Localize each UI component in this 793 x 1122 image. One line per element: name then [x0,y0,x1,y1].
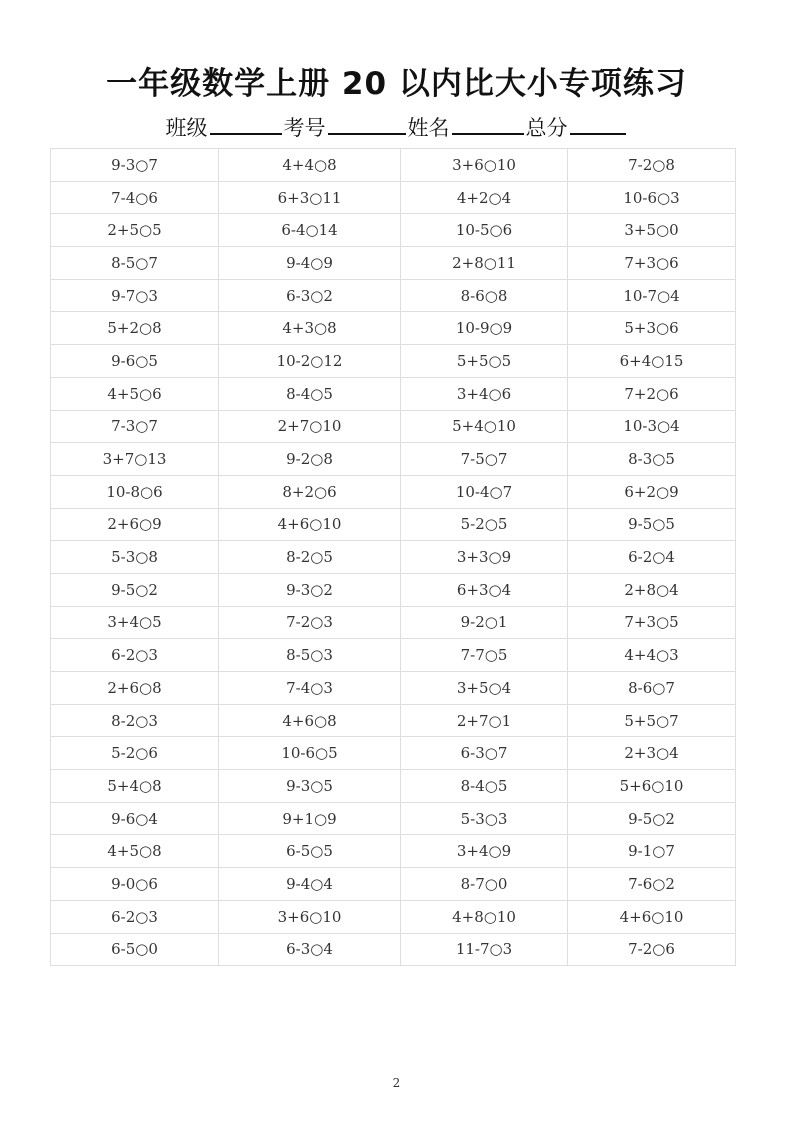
exercise-cell: 6-2○3 [51,639,219,672]
exercise-cell: 9-5○2 [568,802,736,835]
exercise-cell: 5+5○5 [401,345,568,378]
exercise-cell: 3+6○10 [219,900,401,933]
exercise-cell: 3+5○4 [401,672,568,705]
exercise-cell: 4+3○8 [219,312,401,345]
exercise-cell: 8+2○6 [219,475,401,508]
exercise-cell: 2+5○5 [51,214,219,247]
exercise-cell: 7+3○6 [568,247,736,280]
exercise-cell: 2+8○4 [568,573,736,606]
exercise-cell: 9-0○6 [51,868,219,901]
exercise-cell: 8-4○5 [401,770,568,803]
exercise-cell: 6-3○2 [219,279,401,312]
exercise-cell: 2+6○9 [51,508,219,541]
exercise-cell: 2+8○11 [401,247,568,280]
table-row [51,181,736,214]
exercise-cell: 7+3○5 [568,606,736,639]
exercise-cell: 4+6○10 [568,900,736,933]
exercise-table [50,148,736,966]
total-score-label: 总分 [525,116,568,140]
exercise-cell: 5+4○8 [51,770,219,803]
exercise-cell: 5+6○10 [568,770,736,803]
exercise-cell: 7-5○7 [401,443,568,476]
exercise-cell: 7-3○7 [51,410,219,443]
class-blank [210,113,282,135]
exercise-cell: 9-2○1 [401,606,568,639]
exercise-cell: 10-8○6 [51,475,219,508]
table-row [51,247,736,280]
exercise-cell: 3+5○0 [568,214,736,247]
exercise-cell: 4+6○8 [219,704,401,737]
exercise-cell: 9+1○9 [219,802,401,835]
exercise-cell: 5+2○8 [51,312,219,345]
exercise-cell: 7+2○6 [568,377,736,410]
exercise-cell: 6-4○14 [219,214,401,247]
table-row [51,737,736,770]
table-row [51,541,736,574]
exercise-cell: 6-2○4 [568,541,736,574]
exercise-cell: 9-3○2 [219,573,401,606]
exercise-cell: 10-9○9 [401,312,568,345]
exercise-cell: 9-4○4 [219,868,401,901]
exercise-cell: 7-4○6 [51,181,219,214]
exercise-cell: 3+4○5 [51,606,219,639]
exercise-cell: 2+6○8 [51,672,219,705]
name-blank [452,113,524,135]
exercise-cell: 3+6○10 [401,149,568,182]
exercise-cell: 8-3○5 [568,443,736,476]
exam-number-blank [328,113,406,135]
exercise-cell: 9-5○2 [51,573,219,606]
exercise-cell: 6+3○11 [219,181,401,214]
exercise-cell: 6+3○4 [401,573,568,606]
exercise-cell: 2+7○1 [401,704,568,737]
table-row [51,410,736,443]
exercise-cell: 4+6○10 [219,508,401,541]
exercise-cell: 6+4○15 [568,345,736,378]
exercise-cell: 3+3○9 [401,541,568,574]
exercise-cell: 7-2○8 [568,149,736,182]
exercise-cell: 5-2○5 [401,508,568,541]
exercise-cell: 10-6○3 [568,181,736,214]
table-row [51,149,736,182]
exercise-cell: 2+3○4 [568,737,736,770]
exercise-cell: 8-6○8 [401,279,568,312]
total-score-blank [570,113,626,135]
exercise-cell: 10-7○4 [568,279,736,312]
table-row [51,639,736,672]
exercise-cell: 4+4○8 [219,149,401,182]
exercise-cell: 2+7○10 [219,410,401,443]
exercise-cell: 4+5○8 [51,835,219,868]
exercise-cell: 8-6○7 [568,672,736,705]
exercise-cell: 9-4○9 [219,247,401,280]
table-row [51,672,736,705]
name-label: 姓名 [407,116,450,140]
exercise-cell: 8-2○3 [51,704,219,737]
exercise-cell: 8-5○3 [219,639,401,672]
table-row [51,933,736,966]
table-row [51,606,736,639]
exercise-cell: 6-2○3 [51,900,219,933]
table-row [51,345,736,378]
table-row [51,377,736,410]
exercise-cell: 9-3○7 [51,149,219,182]
table-row [51,573,736,606]
exercise-cell: 3+4○6 [401,377,568,410]
exercise-cell: 4+8○10 [401,900,568,933]
exercise-cell: 5+5○7 [568,704,736,737]
exercise-cell: 10-2○12 [219,345,401,378]
exercise-cell: 7-7○5 [401,639,568,672]
table-row [51,868,736,901]
exercise-cell: 4+5○6 [51,377,219,410]
table-row [51,443,736,476]
exercise-cell: 10-6○5 [219,737,401,770]
exercise-cell: 10-5○6 [401,214,568,247]
exercise-cell: 7-6○2 [568,868,736,901]
exercise-cell: 9-7○3 [51,279,219,312]
exercise-cell: 10-3○4 [568,410,736,443]
exercise-cell: 6-5○0 [51,933,219,966]
exercise-cell: 5-2○6 [51,737,219,770]
exercise-cell: 3+7○13 [51,443,219,476]
exercise-cell: 9-2○8 [219,443,401,476]
page-title: 一年级数学上册 20 以内比大小专项练习 [106,66,687,102]
exercise-cell: 8-2○5 [219,541,401,574]
table-row [51,312,736,345]
table-row [51,279,736,312]
exercise-cell: 9-6○5 [51,345,219,378]
table-row [51,508,736,541]
table-row [51,770,736,803]
exercise-cell: 8-7○0 [401,868,568,901]
exercise-cell: 8-5○7 [51,247,219,280]
exam-number-label: 考号 [283,116,326,140]
exercise-cell: 5-3○3 [401,802,568,835]
student-info-line [0,112,793,142]
exercise-cell: 5+4○10 [401,410,568,443]
page-number: 2 [392,1076,401,1090]
exercise-cell: 6-3○7 [401,737,568,770]
table-row [51,214,736,247]
exercise-cell: 5-3○8 [51,541,219,574]
exercise-cell: 4+2○4 [401,181,568,214]
exercise-cell: 8-4○5 [219,377,401,410]
exercise-cell: 9-3○5 [219,770,401,803]
exercise-cell: 7-4○3 [219,672,401,705]
exercise-cell: 9-5○5 [568,508,736,541]
exercise-cell: 5+3○6 [568,312,736,345]
table-row [51,475,736,508]
table-row [51,900,736,933]
exercise-cell: 11-7○3 [401,933,568,966]
table-row [51,802,736,835]
exercise-cell: 9-6○4 [51,802,219,835]
exercise-cell: 6+2○9 [568,475,736,508]
class-label: 班级 [165,116,208,140]
exercise-cell: 3+4○9 [401,835,568,868]
table-row [51,835,736,868]
exercise-cell: 9-1○7 [568,835,736,868]
exercise-cell: 7-2○3 [219,606,401,639]
exercise-cell: 6-5○5 [219,835,401,868]
exercise-cell: 6-3○4 [219,933,401,966]
table-row [51,704,736,737]
exercise-cell: 4+4○3 [568,639,736,672]
exercise-cell: 10-4○7 [401,475,568,508]
exercise-cell: 7-2○6 [568,933,736,966]
